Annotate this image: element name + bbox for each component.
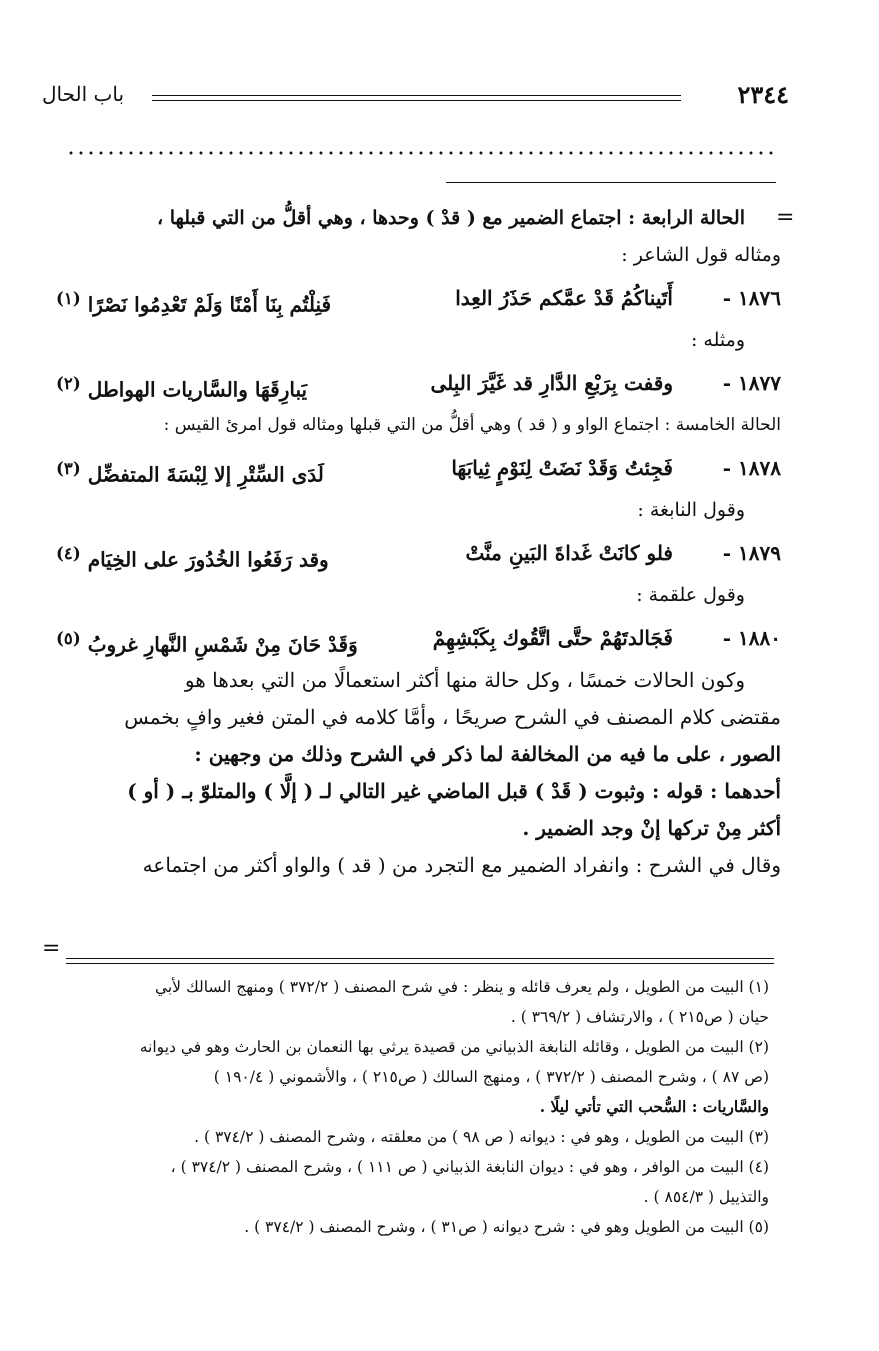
verse-second-hemistich: وَقَدْ حَانَ مِنْ شَمْسِ النَّهارِ غروبُ $^{(٥)}$ — [56, 628, 358, 657]
verse-second-hemistich: لَدَى السِّتْرِ إلا لِبْسَةَ المتفضِّل $^{(٣)}$ — [56, 458, 324, 487]
page-number: ٢٣٤٤ — [737, 80, 789, 109]
running-title: باب الحال — [42, 82, 125, 106]
paragraph-line: ومثاله قول الشاعر : — [621, 244, 781, 266]
verse-1878 — [56, 444, 781, 492]
verse-second-hemistich: يَبارِقَهَا والسَّاريات الهواطل $^{(٢)}$ — [56, 373, 308, 402]
verse-second-hemistich: وقد رَفَعُوا الخُدُورَ على الخِيَام $^{(٤)}$ — [56, 543, 329, 572]
verse-number: ١٨٧٦ - — [722, 286, 781, 310]
paragraph-line: الحالة الخامسة : اجتماع الواو و ( قد ) وهي أقلُّ من التي قبلها ومثاله قول امرئ القيس : — [163, 415, 781, 435]
paragraph-line: وقول النابغة : — [637, 499, 745, 521]
paragraph-line: مقتضى كلام المصنف في الشرح صريحًا ، وأمَّا كلامه في المتن فغير وافٍ بخمس — [124, 705, 781, 729]
footnote-line: (٢) البيت من الطويل ، وقائله النابغة الذبياني من قصيدة يرثي بها النعمان بن الحارث وهو في ديوانه — [139, 1038, 769, 1056]
paragraph-line: أكثر مِنْ تركها إنْ وجد الضمير . — [522, 816, 781, 840]
paragraph-line: أحدهما : قوله : وثبوت ( قَدْ ) قبل الماضي غير التالي لـ ( إلَّا ) والمتلوّ بـ ( أو ) — [127, 779, 781, 803]
verse-number: ١٨٧٧ - — [722, 371, 781, 395]
verse-first-hemistich: فَجَالدتَهُمْ حتَّى اتَّقُوك بِكَبْشِهِمْ — [432, 626, 673, 650]
verse-second-hemistich: فَنِلْتُم بِنَا أَمْنًا وَلَمْ تَعْدِمُوا نَصْرًا $^{(١)}$ — [56, 288, 332, 317]
verse-number: ١٨٨٠ - — [722, 626, 781, 650]
header-rule-second — [152, 100, 681, 101]
footnote-line: (ص ٨٧ ) ، وشرح المصنف ( ٣٧٢/٢ ) ، ومنهج السالك ( ص٢١٥ ) ، والأشموني ( ١٩٠/٤ ) — [213, 1068, 769, 1086]
paragraph-line: وقول علقمة : — [636, 584, 745, 606]
dotted-separator — [66, 148, 778, 160]
footnote-ref: (٢) — [56, 373, 81, 393]
main-text — [56, 200, 781, 884]
paragraph-line: وقال في الشرح : وانفراد الضمير مع التجرد من ( قد ) والواو أكثر من اجتماعه — [142, 853, 781, 877]
verse-first-hemistich: وقفت بِرَبْعِ الدَّارِ قد غَيَّرَ البِلى — [430, 371, 673, 395]
paragraph-line: الصور ، على ما فيه من المخالفة لما ذكر في الشرح وذلك من وجهين : — [194, 742, 781, 766]
verse-1877 — [56, 359, 781, 407]
footnote-ref: (١) — [56, 288, 81, 308]
section-rule — [446, 182, 776, 183]
footnote-ref: (٥) — [56, 628, 81, 648]
verse-number: ١٨٧٩ - — [722, 541, 781, 565]
footnote-separator-second — [66, 963, 774, 964]
paragraph-line: الحالة الرابعة : اجتماع الضمير مع ( قدْ ) وحدها ، وهي أقلُّ من التي قبلها ، — [156, 207, 745, 229]
footnote-line: حيان ( ص٢١٥ ) ، والارتشاف ( ٣٦٩/٢ ) . — [510, 1008, 769, 1026]
verse-number: ١٨٧٨ - — [722, 456, 781, 480]
verse-first-hemistich: فلو كانَتْ غَداةَ البَينِ منَّتْ — [465, 541, 673, 565]
footnote-separator — [66, 958, 774, 959]
paragraph-line: ومثله : — [690, 329, 745, 351]
verse-first-hemistich: أَتَيناكُمُ قَدْ عمَّكم حَذَرُ العِدا — [455, 286, 673, 310]
footnote-line: والسَّاريات : السُّحب التي تأتي ليلًا . — [539, 1097, 769, 1116]
verse-first-hemistich: فَجِئتُ وَقَدْ نَضَتْ لِنَوْمٍ ثِيابَهَا — [451, 456, 673, 480]
footnote-line: (٣) البيت من الطويل ، وهو في : ديوانه ( ص ٩٨ ) من معلقته ، وشرح المصنف ( ٣٧٤/٢ ) . — [194, 1128, 769, 1146]
verse-1879 — [56, 529, 781, 577]
header-rule — [152, 95, 681, 96]
footnote-line: (٤) البيت من الوافر ، وهو في : ديوان النابغة الذبياني ( ص ١١١ ) ، وشرح المصنف ( ٣٧٤/٢ ) ، — [170, 1158, 769, 1176]
page-header — [42, 80, 789, 120]
paragraph-line: وكون الحالات خمسًا ، وكل حالة منها أكثر استعمالًا من التي بعدها هو — [184, 668, 745, 692]
footnote-line: والتذييل ( ٨٥٤/٣ ) . — [643, 1188, 769, 1206]
continuation-mark-bottom: = — [42, 936, 61, 961]
footnotes — [59, 972, 769, 1242]
footnote-ref: (٤) — [56, 543, 81, 563]
verse-1880 — [56, 614, 781, 662]
footnote-line: (١) البيت من الطويل ، ولم يعرف قائله و ينظر : في شرح المصنف ( ٣٧٢/٢ ) ومنهج السالك لأبي — [154, 978, 769, 996]
continuation-mark-top: = — [776, 205, 795, 230]
footnote-line: (٥) البيت من الطويل وهو في : شرح ديوانه ( ص٣١ ) ، وشرح المصنف ( ٣٧٤/٢ ) . — [244, 1218, 769, 1236]
footnote-ref: (٣) — [56, 458, 81, 478]
verse-1876 — [56, 274, 781, 322]
